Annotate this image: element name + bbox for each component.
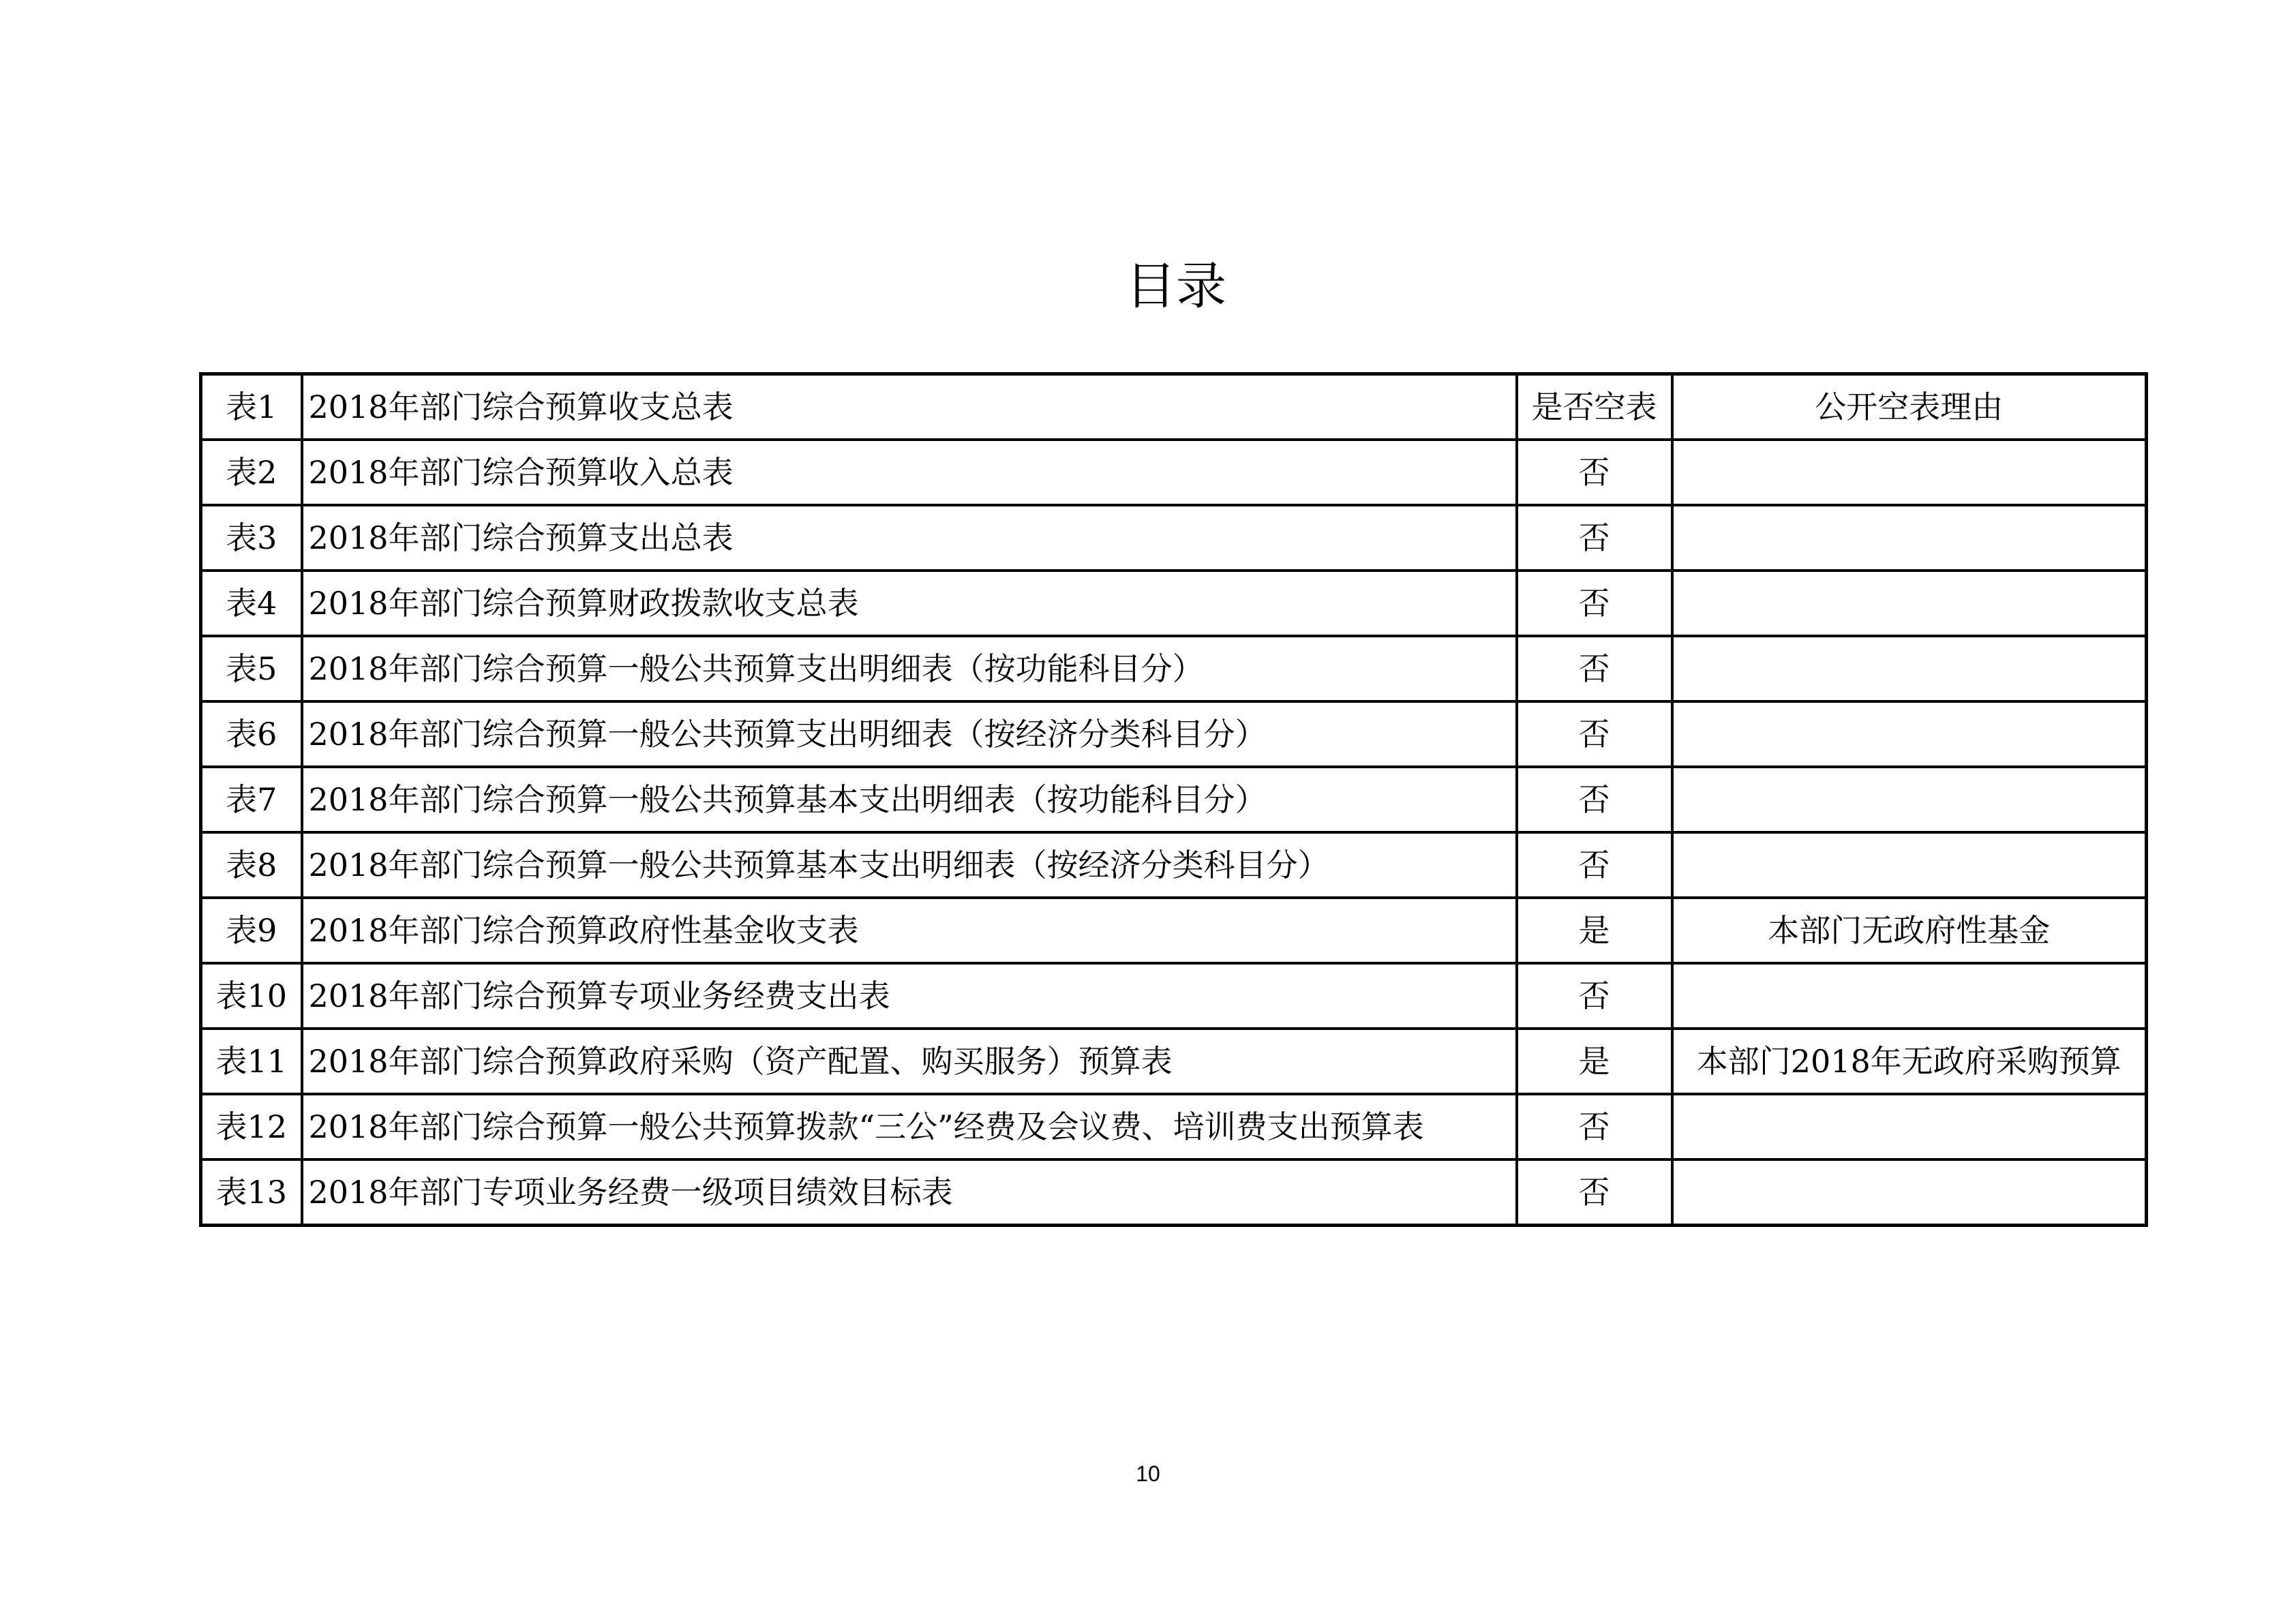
table-number-cell: 表13 — [201, 1159, 302, 1226]
table-number-cell: 表8 — [201, 832, 302, 898]
table-number-cell: 表9 — [201, 898, 302, 963]
table-row — [201, 636, 2147, 701]
table-number-cell: 表11 — [201, 1029, 302, 1094]
empty-reason-cell — [1672, 832, 2147, 898]
table-row — [201, 767, 2147, 832]
table-row — [201, 1159, 2147, 1226]
table-row — [201, 832, 2147, 898]
is-empty-cell: 否 — [1517, 1159, 1672, 1226]
table-name-cell: 2018年部门综合预算政府采购（资产配置、购买服务）预算表 — [302, 1029, 1517, 1094]
table-number-cell: 表10 — [201, 963, 302, 1029]
table-number-cell: 表3 — [201, 505, 302, 571]
table-number-cell: 表1 — [201, 374, 302, 440]
table-number-cell: 表6 — [201, 701, 302, 767]
table-row — [201, 701, 2147, 767]
is-empty-cell: 是 — [1517, 898, 1672, 963]
table-name-cell: 2018年部门综合预算一般公共预算基本支出明细表（按功能科目分） — [302, 767, 1517, 832]
table-row — [201, 440, 2147, 505]
is-empty-cell: 否 — [1517, 440, 1672, 505]
is-empty-header: 是否空表 — [1517, 374, 1672, 440]
is-empty-cell: 否 — [1517, 505, 1672, 571]
empty-reason-cell — [1672, 963, 2147, 1029]
empty-reason-cell — [1672, 505, 2147, 571]
is-empty-cell: 否 — [1517, 1094, 1672, 1159]
table-row — [201, 1094, 2147, 1159]
is-empty-cell: 是 — [1517, 1029, 1672, 1094]
table-row — [201, 898, 2147, 963]
table-name-cell: 2018年部门综合预算收入总表 — [302, 440, 1517, 505]
table-header-row — [201, 374, 2147, 440]
table-name-cell: 2018年部门综合预算政府性基金收支表 — [302, 898, 1517, 963]
table-name-cell: 2018年部门综合预算一般公共预算基本支出明细表（按经济分类科目分） — [302, 832, 1517, 898]
table-name-cell: 2018年部门综合预算一般公共预算支出明细表（按经济分类科目分） — [302, 701, 1517, 767]
table-number-cell: 表2 — [201, 440, 302, 505]
table-name-cell: 2018年部门综合预算一般公共预算拨款“三公”经费及会议费、培训费支出预算表 — [302, 1094, 1517, 1159]
page-title: 目录 — [1126, 257, 1226, 316]
is-empty-cell: 否 — [1517, 963, 1672, 1029]
table-row — [201, 571, 2147, 636]
empty-reason-cell — [1672, 571, 2147, 636]
table-number-cell: 表4 — [201, 571, 302, 636]
table-name-cell: 2018年部门专项业务经费一级项目绩效目标表 — [302, 1159, 1517, 1226]
empty-reason-cell — [1672, 440, 2147, 505]
empty-reason-cell — [1672, 767, 2147, 832]
table-name-cell: 2018年部门综合预算专项业务经费支出表 — [302, 963, 1517, 1029]
empty-reason-cell — [1672, 701, 2147, 767]
table-number-cell: 表7 — [201, 767, 302, 832]
table-name-cell: 2018年部门综合预算支出总表 — [302, 505, 1517, 571]
page-number: 10 — [1136, 1461, 1160, 1486]
empty-reason-cell — [1672, 636, 2147, 701]
empty-reason-cell — [1672, 1094, 2147, 1159]
is-empty-cell: 否 — [1517, 701, 1672, 767]
is-empty-cell: 否 — [1517, 636, 1672, 701]
is-empty-cell: 否 — [1517, 832, 1672, 898]
table-name-cell: 2018年部门综合预算收支总表 — [302, 374, 1517, 440]
table-name-cell: 2018年部门综合预算财政拨款收支总表 — [302, 571, 1517, 636]
empty-reason-header: 公开空表理由 — [1672, 374, 2147, 440]
is-empty-cell: 否 — [1517, 767, 1672, 832]
table-number-cell: 表5 — [201, 636, 302, 701]
table-row — [201, 963, 2147, 1029]
table-row — [201, 505, 2147, 571]
table-row — [201, 1029, 2147, 1094]
table-number-cell: 表12 — [201, 1094, 302, 1159]
table-name-cell: 2018年部门综合预算一般公共预算支出明细表（按功能科目分） — [302, 636, 1517, 701]
is-empty-cell: 否 — [1517, 571, 1672, 636]
empty-reason-cell: 本部门无政府性基金 — [1672, 898, 2147, 963]
toc-table — [199, 372, 2148, 1227]
empty-reason-cell: 本部门2018年无政府采购预算 — [1672, 1029, 2147, 1094]
empty-reason-cell — [1672, 1159, 2147, 1226]
